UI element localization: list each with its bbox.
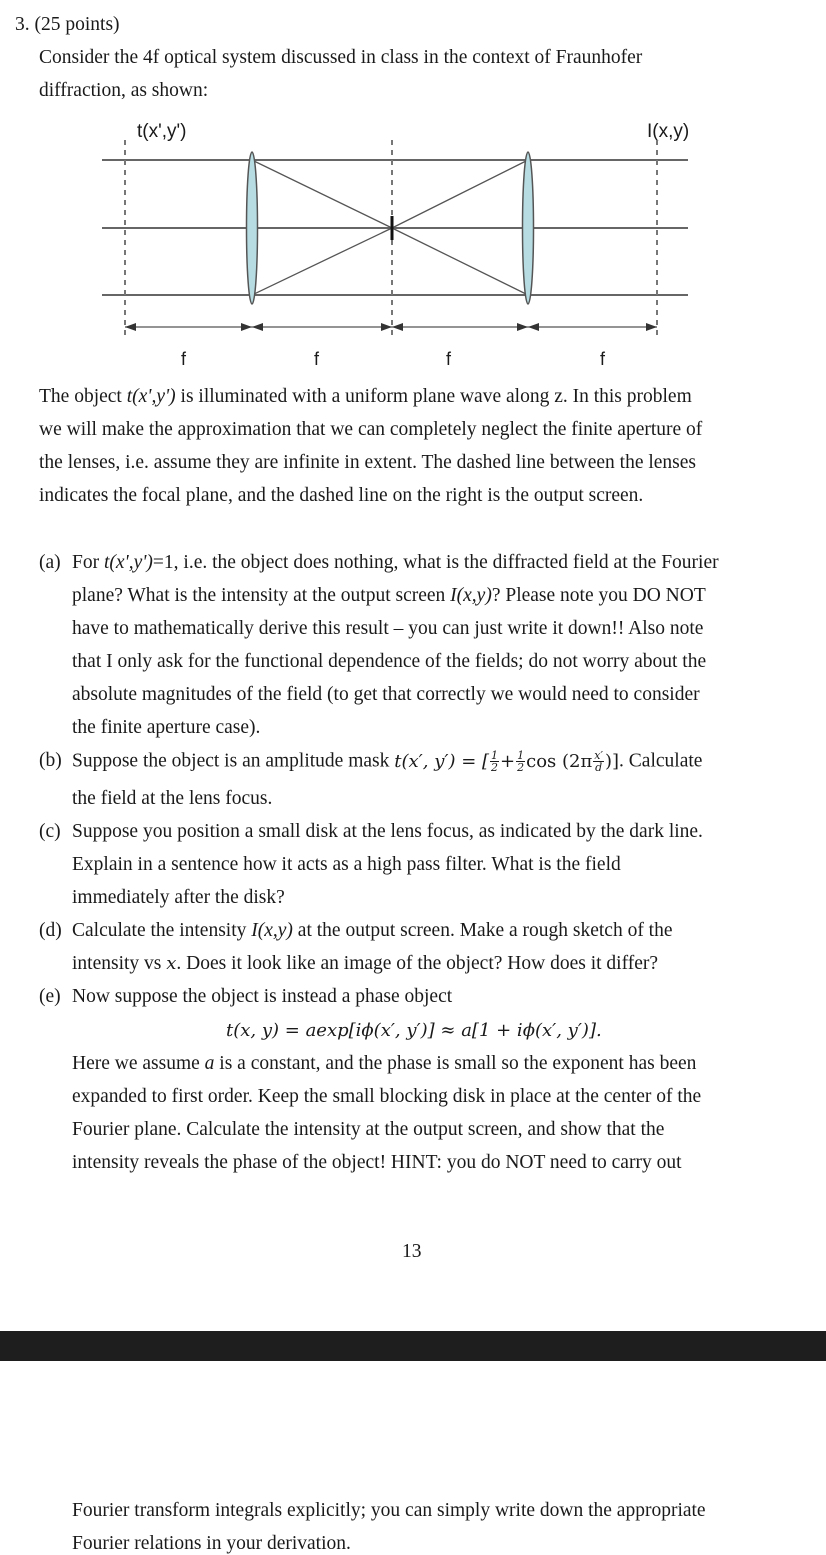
part-e-line-5: intensity reveals the phase of the object! HINT: you do NOT need to carry out xyxy=(72,1152,682,1173)
part-e-label: (e) xyxy=(39,986,61,1007)
part-a-line-2: plane? What is the intensity at the output screen I(x,y)? Please note you DO NOT xyxy=(72,585,706,606)
page-break-bar xyxy=(0,1331,826,1361)
description-line-1: The object t(x',y') is illuminated with a uniform plane wave along z. In this problem xyxy=(39,386,692,407)
lens-2 xyxy=(523,152,534,304)
part-a-line-6: the finite aperture case). xyxy=(72,717,261,738)
half-fraction-1: $\frac{1}{2}$ xyxy=(491,749,499,774)
problem-header xyxy=(15,14,120,36)
screen-label: I(x,y) xyxy=(647,121,690,142)
part-a-line-3: have to mathematically derive this result – you can just write it down!! Also note xyxy=(72,618,704,639)
page-number: 13 xyxy=(402,1241,422,1262)
part-a-line-5: absolute magnitudes of the field (to get that correctly we would need to consider xyxy=(72,684,700,705)
part-e-line-2: Here we assume a is a constant, and the phase is small so the exponent has been xyxy=(72,1053,697,1074)
dimension-label-4: f xyxy=(600,349,606,369)
ray-up-1 xyxy=(252,228,392,295)
object-label: t(x',y') xyxy=(137,121,187,142)
dimension-label-1: f xyxy=(181,349,187,369)
problem-points: (25 points) xyxy=(34,14,120,35)
phase-object-equation: t(x, y) = aexp[iϕ(x′, y′)] ≈ a[1 + iϕ(x′, y′)]. xyxy=(226,1020,602,1041)
description-line-2: we will make the approximation that we can completely neglect the finite aperture of xyxy=(39,419,703,440)
part-d-line-2: intensity vs x. Does it look like an image of the object? How does it differ? xyxy=(72,953,659,974)
part-e-line-4: Fourier plane. Calculate the intensity at the output screen, and show that the xyxy=(72,1119,665,1140)
part-a-line-1: For t(x',y')=1, i.e. the object does nothing, what is the diffracted field at the Fourier xyxy=(72,552,719,573)
part-a-line-4: that I only ask for the functional dependence of the fields; do not worry about the xyxy=(72,651,707,672)
optical-system-figure xyxy=(0,110,826,380)
intro-line-2: diffraction, as shown: xyxy=(39,80,209,101)
ray-up-2 xyxy=(392,160,528,228)
next-page-line-1: Fourier transform integrals explicitly; you can simply write down the appropriate xyxy=(72,1500,706,1521)
half-fraction-2: $\frac{1}{2}$ xyxy=(517,749,525,774)
description-line-3: the lenses, i.e. assume they are infinite in extent. The dashed line between the lenses xyxy=(39,452,697,473)
part-a-label: (a) xyxy=(39,552,61,573)
part-b-line-2: the field at the lens focus. xyxy=(72,788,273,809)
description-line-4: indicates the focal plane, and the dashed line on the right is the output screen. xyxy=(39,485,644,506)
ray-down-1 xyxy=(252,160,392,228)
x-over-d-fraction: $\frac{x'}{d}$ xyxy=(594,749,603,774)
part-c-line-3: immediately after the disk? xyxy=(72,887,285,908)
part-c-label: (c) xyxy=(39,821,61,842)
part-c-line-1: Suppose you position a small disk at the lens focus, as indicated by the dark line. xyxy=(72,821,703,842)
dimension-label-3: f xyxy=(446,349,452,369)
lens-1 xyxy=(247,152,258,304)
part-b-line-1: Suppose the object is an amplitude mask t(x′, y′) = [ $\frac{1}{2}$ + $\frac{1}{2}$ cos (2π $\frac{x'}{d}$ )]. Calculate xyxy=(72,749,703,774)
part-e-line-1: Now suppose the object is instead a phase object xyxy=(72,986,453,1007)
part-c-line-2: Explain in a sentence how it acts as a high pass filter. What is the field xyxy=(72,854,621,875)
intro-line-1: Consider the 4f optical system discussed in class in the context of Fraunhofer xyxy=(39,47,643,68)
problem-number: 3. xyxy=(15,14,30,35)
part-d-label: (d) xyxy=(39,920,62,941)
dimension-label-2: f xyxy=(314,349,320,369)
part-d-line-1: Calculate the intensity I(x,y) at the output screen. Make a rough sketch of the xyxy=(72,920,673,941)
part-b-label: (b) xyxy=(39,750,62,771)
amplitude-mask-equation: t(x′, y′) = [ $\frac{1}{2}$ + $\frac{1}{2}$ cos (2π $\frac{x'}{d}$ )] xyxy=(394,749,620,774)
ray-down-2 xyxy=(392,228,528,295)
part-e-line-3: expanded to first order. Keep the small blocking disk in place at the center of the xyxy=(72,1086,702,1107)
next-page-line-2: Fourier relations in your derivation. xyxy=(72,1533,351,1554)
